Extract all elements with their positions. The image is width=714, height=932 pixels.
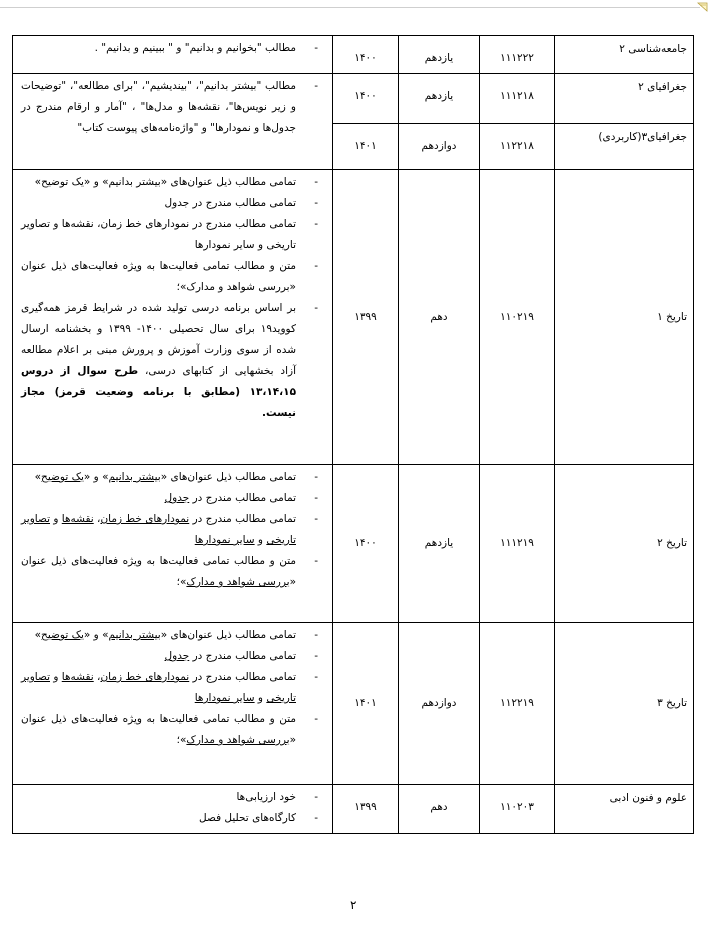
table-row (13, 785, 694, 834)
text: تمامی مطالب مندرج در (189, 671, 296, 683)
text: و (254, 534, 267, 546)
underlined-text: بیشتر بدانیم (108, 471, 161, 483)
book-name: جامعه‌شناسی ۲ (555, 36, 694, 74)
list-item (21, 625, 324, 646)
bold-note: طرح سوال از دروس ۱۳،۱۴،۱۵ (مطابق با برنامه وضعیت قرمز) مجاز نیست. (21, 365, 296, 419)
text: متن و مطالب تمامی فعالیت‌ها به ویژه فعالیت‌های ذیل عنوان « (21, 713, 296, 746)
book-grade: دهم (399, 170, 480, 465)
text: » (34, 629, 42, 641)
excluded-content (13, 36, 333, 74)
list-item: - تمامی مطالب مندرج در نمودارهای خط زمان، نقشه‌ها و تصاویر تاریخی و سایر نمودارها (21, 214, 324, 256)
text: تمامی مطالب ذیل عنوان‌های « (160, 471, 296, 483)
list-item: - مطالب "بخوانیم و بدانیم" و " ببینیم و بدانیم" . (21, 38, 324, 59)
book-year: ۱۴۰۰ (333, 36, 399, 74)
page-corner-icon (697, 1, 709, 13)
table-row (13, 74, 694, 124)
table-row (13, 623, 694, 785)
list-item (21, 551, 324, 593)
text: » و « (83, 629, 109, 641)
underlined-text: سایر نمودارها (194, 534, 255, 546)
book-year: ۱۴۰۱ (333, 124, 399, 170)
list-item: - خود ارزیابی‌ها (21, 787, 324, 808)
book-grade: یازدهم (399, 74, 480, 124)
book-year: ۱۳۹۹ (333, 170, 399, 465)
underlined-text: نقشه‌ها (61, 671, 94, 683)
book-year: ۱۳۹۹ (333, 785, 399, 834)
book-grade: یازدهم (399, 36, 480, 74)
page-number: ۲ (350, 898, 357, 912)
book-grade: دوازدهم (399, 124, 480, 170)
book-grade: یازدهم (399, 465, 480, 623)
book-code: ۱۱۲۲۱۸ (480, 124, 555, 170)
underlined-text: بررسی شواهد و مدارک (186, 734, 290, 746)
book-year: ۱۴۰۱ (333, 623, 399, 785)
list-item (21, 467, 324, 488)
list-item: - مطالب "بیشتر بدانیم"، "بیندیشیم"، "برای مطالعه"، "توضیحات و زیر نویس‌ها"، نقشه‌ها و مدل‌ها" ، "آمار و ارقام مندرج در جدول‌ها و نمودارها" و "واژه‌نامه‌های پیوست کتاب" (21, 76, 324, 139)
book-name: علوم و فنون ادبی (555, 785, 694, 834)
excluded-content (13, 785, 333, 834)
list-item (21, 646, 324, 667)
underlined-text: تصاویر تاریخی (20, 513, 296, 546)
excluded-content (13, 74, 333, 170)
book-year: ۱۴۰۰ (333, 465, 399, 623)
book-code: ۱۱۱۲۱۸ (480, 74, 555, 124)
book-code: ۱۱۲۲۱۹ (480, 623, 555, 785)
underlined-text: تصاویر تاریخی (20, 671, 296, 704)
book-name: جغرافیای۳(کاربردی) (555, 124, 694, 170)
underlined-text: نمودارهای خط زمان (100, 671, 190, 683)
underlined-text: یک توضیح (41, 471, 84, 483)
text: متن و مطالب تمامی فعالیت‌ها به ویژه فعالیت‌های ذیل عنوان « (21, 555, 296, 588)
table-row (13, 465, 694, 623)
list-item: - کارگاه‌های تحلیل فصل (21, 808, 324, 829)
list-item (21, 488, 324, 509)
underlined-text: سایر نمودارها (194, 692, 255, 704)
text: و (254, 692, 267, 704)
book-code: ۱۱۱۲۲۲ (480, 36, 555, 74)
list-item (21, 667, 324, 709)
text: ، (93, 671, 101, 683)
underlined-text: یک توضیح (41, 629, 84, 641)
text: »؛ (176, 734, 187, 746)
book-code: ۱۱۰۲۱۹ (480, 170, 555, 465)
underlined-text: جدول (164, 492, 190, 504)
table-row (13, 170, 694, 465)
book-name: جغرافیای ۲ (555, 74, 694, 124)
book-name: تاریخ ۱ (555, 170, 694, 465)
book-code: ۱۱۱۲۱۹ (480, 465, 555, 623)
list-item: - متن و مطالب تمامی فعالیت‌ها به ویژه فعالیت‌های ذیل عنوان «بررسی شواهد و مدارک»؛ (21, 256, 324, 298)
book-name: تاریخ ۳ (555, 623, 694, 785)
list-item-text: بر اساس برنامه درسی تولید شده در شرایط قرمز همه‌گیری کووید۱۹ برای سال تحصیلی ۱۴۰۰- ۱۳۹۹ و بخشنامه ارسال شده از سوی وزارت آموزش و پرورش مبنی بر اعلام مطالعه آزاد بخشهایی از کتابهای درسی، (21, 302, 296, 377)
list-item (21, 709, 324, 751)
text: تمامی مطالب مندرج در (189, 513, 296, 525)
excluded-content (13, 170, 333, 465)
text: »؛ (176, 576, 187, 588)
excluded-content (13, 465, 333, 623)
text: » (34, 471, 42, 483)
book-year: ۱۴۰۰ (333, 74, 399, 124)
book-code: ۱۱۰۲۰۳ (480, 785, 555, 834)
text: تمامی مطالب ذیل عنوان‌های « (160, 629, 296, 641)
content-exclusion-table (12, 35, 694, 834)
text: و (50, 513, 62, 525)
underlined-text: نمودارهای خط زمان (100, 513, 190, 525)
book-grade: دوازدهم (399, 623, 480, 785)
list-item: - تمامی مطالب مندرج در جدول (21, 193, 324, 214)
book-name: تاریخ ۲ (555, 465, 694, 623)
underlined-text: بیشتر بدانیم (108, 629, 161, 641)
excluded-content (13, 623, 333, 785)
table-row (13, 36, 694, 74)
underlined-text: نقشه‌ها (61, 513, 94, 525)
text: تمامی مطالب مندرج در (189, 492, 296, 504)
book-grade: دهم (399, 785, 480, 834)
text: » و « (83, 471, 109, 483)
text: و (50, 671, 62, 683)
text: تمامی مطالب مندرج در (189, 650, 296, 662)
page-top-border (0, 7, 700, 8)
underlined-text: بررسی شواهد و مدارک (186, 576, 290, 588)
list-item (21, 509, 324, 551)
underlined-text: جدول (164, 650, 190, 662)
text: ، (93, 513, 101, 525)
list-item (21, 298, 324, 424)
list-item: - تمامی مطالب ذیل عنوان‌های «بیشتر بدانیم» و «یک توضیح» (21, 172, 324, 193)
